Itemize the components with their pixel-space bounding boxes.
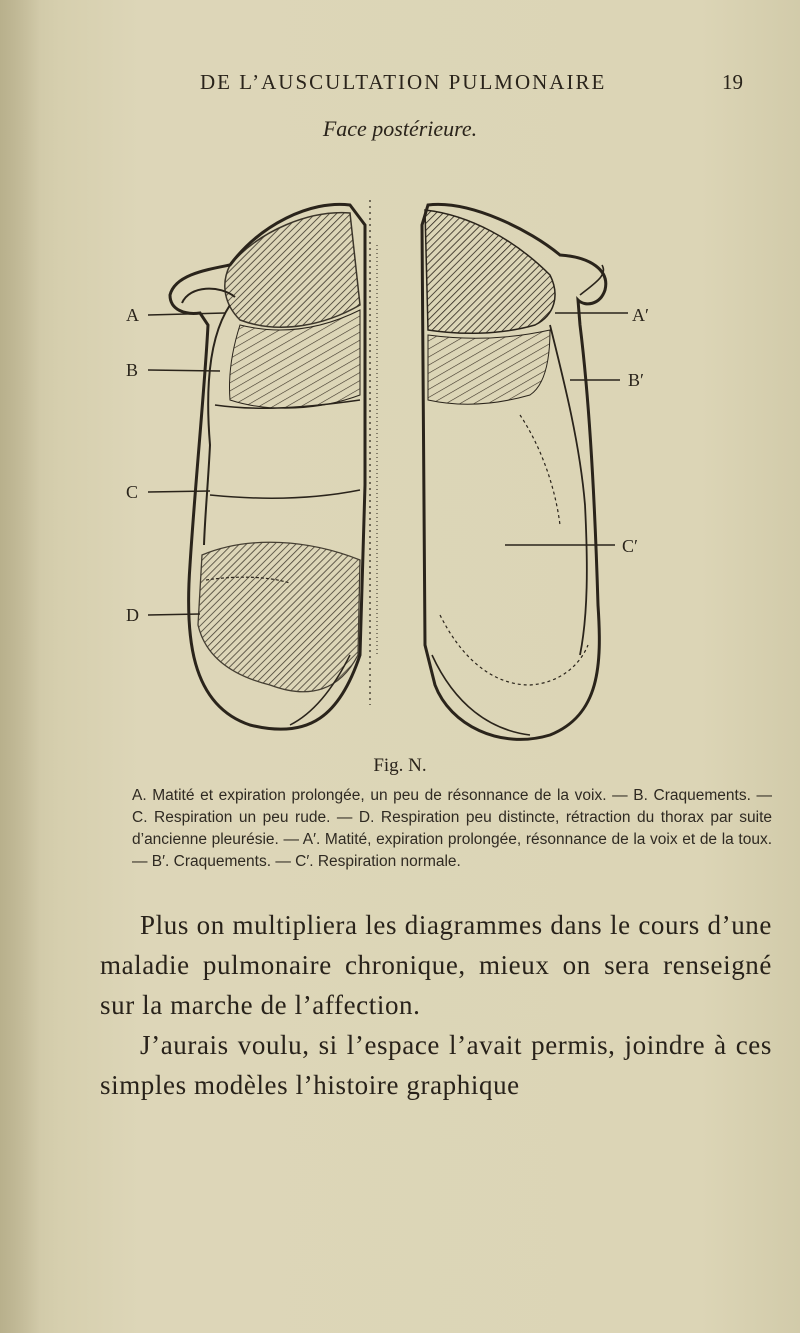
label-b-prime: B′	[628, 370, 644, 390]
label-d: D	[126, 605, 139, 625]
label-c-prime: C′	[622, 536, 638, 556]
label-a-prime: A′	[632, 305, 649, 325]
page-gutter-shadow	[0, 0, 40, 1333]
figure-section-title: Face postérieure.	[322, 116, 478, 141]
right-lung	[422, 204, 606, 739]
page-number: 19	[722, 70, 743, 94]
lung-diagram-figure	[110, 185, 670, 750]
paragraph-2: J’aurais voulu, si l’espace l’avait permis, joindre à ces simples modèles l’histoire graphique	[100, 1030, 772, 1100]
right-markers	[555, 305, 649, 556]
paragraph-1: Plus on multipliera les diagrammes dans le cours d’une maladie pulmonaire chronique, mieux on sera renseigné sur la marche de l’affection.	[100, 910, 772, 1020]
label-a: A	[126, 305, 139, 325]
body-text	[100, 905, 772, 1105]
label-b: B	[126, 360, 139, 380]
caption-text: A. Matité et expiration prolongée, un peu de résonnance de la voix. — B. Craquements. — C. Respiration un peu rude. — D. Respiration peu distincte, rétraction du thorax par suite d’ancienne pleurésie. — A′. Matité, expiration prolongée, résonnance de la voix et de la toux. — B′. Craquements. — C′. Respiration normale.	[132, 787, 772, 870]
label-c: C	[126, 482, 139, 502]
left-lung	[170, 204, 365, 729]
figure-label: Fig. N.	[373, 755, 427, 776]
figure-caption	[132, 785, 772, 873]
running-head: DE L’AUSCULTATION PULMONAIRE	[200, 70, 607, 94]
